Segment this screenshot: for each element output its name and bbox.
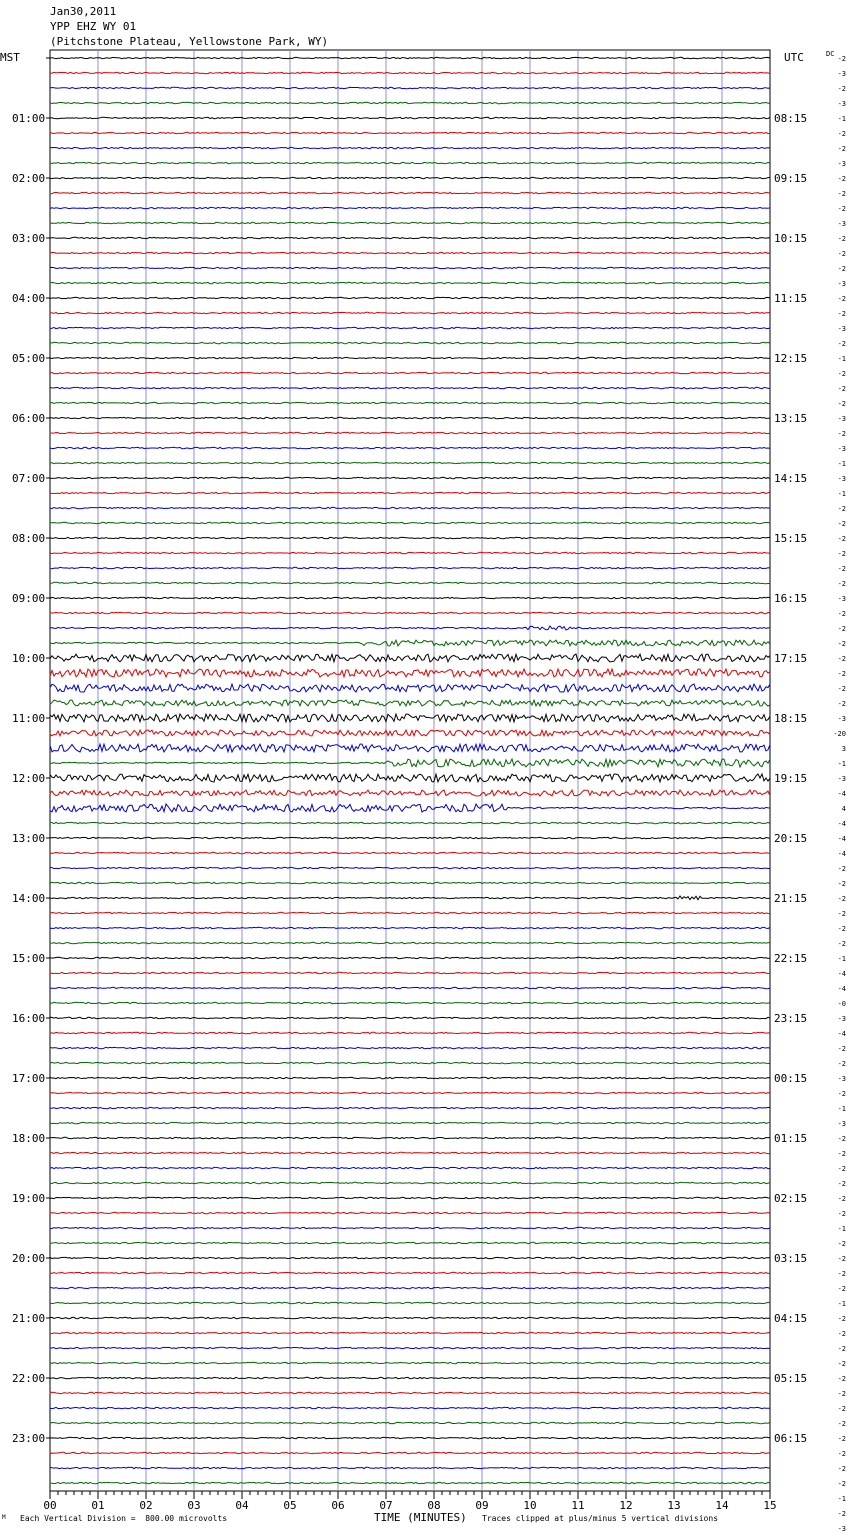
trace-row-8	[50, 177, 770, 178]
trace-row-35	[50, 582, 770, 583]
dc-offset-label: -2	[837, 1240, 846, 1248]
trace-row-67	[50, 1062, 770, 1063]
right-hour-label: 00:15	[774, 1072, 808, 1085]
trace-row-27	[50, 462, 770, 463]
dc-offset-label: -2	[837, 55, 846, 63]
x-tick-label-07: 07	[379, 1499, 393, 1512]
trace-row-55	[50, 882, 770, 883]
trace-row-77	[50, 1212, 770, 1213]
dc-offset-label: -3	[837, 445, 846, 453]
trace-row-89	[50, 1392, 770, 1393]
trace-row-12	[50, 237, 770, 238]
x-tick-label-01: 01	[91, 1499, 105, 1512]
dc-offset-label: 4	[841, 805, 846, 813]
left-hour-label: 20:00	[12, 1252, 46, 1265]
left-hour-label: 15:00	[12, 952, 46, 965]
trace-row-61	[50, 972, 770, 973]
dc-offset-label: -2	[837, 85, 846, 93]
dc-offset-label: -2	[837, 370, 846, 378]
dc-offset-label: -2	[837, 1255, 846, 1263]
dc-offset-label: -2	[837, 1060, 846, 1068]
trace-row-64	[50, 1017, 770, 1018]
right-hour-label: 11:15	[774, 292, 808, 305]
dc-offset-label: -2	[837, 520, 846, 528]
dc-offset-label: -1	[837, 955, 846, 963]
trace-row-23	[50, 402, 770, 403]
dc-offset-label: -2	[837, 265, 846, 273]
left-hour-label: 17:00	[12, 1072, 46, 1085]
right-hour-label: 08:15	[774, 112, 808, 125]
trace-row-10	[50, 207, 770, 208]
trace-row-70	[50, 1107, 770, 1108]
x-tick-label-05: 05	[283, 1499, 297, 1512]
dc-offset-label: -2	[837, 535, 846, 543]
trace-row-25	[50, 432, 770, 433]
trace-row-3	[50, 102, 770, 103]
dc-offset-label: -2	[837, 205, 846, 213]
dc-offset-label: -2	[837, 505, 846, 513]
dc-offset-label: -1	[837, 490, 846, 498]
right-hour-label: 06:15	[774, 1432, 808, 1445]
trace-row-42	[50, 684, 770, 692]
trace-row-13	[50, 252, 770, 253]
trace-row-73	[50, 1152, 770, 1153]
trace-row-7	[50, 162, 770, 163]
right-hour-label: 15:15	[774, 532, 808, 545]
trace-row-2	[50, 87, 770, 88]
dc-offset-label: -2	[837, 1405, 846, 1413]
dc-offset-label: -2	[837, 1465, 846, 1473]
trace-row-15	[50, 282, 770, 283]
dc-offset-label: -2	[837, 610, 846, 618]
x-axis	[43, 1491, 776, 1512]
right-hour-label: 13:15	[774, 412, 808, 425]
dc-label: DC	[826, 50, 835, 58]
right-zone-label: UTC	[784, 51, 804, 64]
left-hour-label: 19:00	[12, 1192, 46, 1205]
left-hour-label: 02:00	[12, 172, 46, 185]
dc-offset-label: -2	[837, 1450, 846, 1458]
trace-row-95	[50, 1482, 770, 1483]
dc-offset-label: -2	[837, 1150, 846, 1158]
dc-offset-label: -3	[837, 1015, 846, 1023]
dc-offset-label: -2	[837, 310, 846, 318]
trace-row-0	[50, 57, 770, 58]
left-hour-label: 04:00	[12, 292, 46, 305]
right-hour-label: 04:15	[774, 1312, 808, 1325]
trace-row-79	[50, 1242, 770, 1243]
x-tick-label-13: 13	[667, 1499, 681, 1512]
dc-offset-label: -2	[837, 625, 846, 633]
right-hour-label: 19:15	[774, 772, 808, 785]
dc-offset-label: -3	[837, 775, 846, 783]
footer-clip-note: Traces clipped at plus/minus 5 vertical divisions	[482, 1514, 719, 1523]
right-hour-label: 22:15	[774, 952, 808, 965]
dc-offset-label: -2	[837, 1345, 846, 1353]
trace-row-5	[50, 132, 770, 133]
dc-offset-label: -2	[837, 400, 846, 408]
dc-offset-label: -2	[837, 865, 846, 873]
trace-row-9	[50, 192, 770, 193]
left-hour-label: 03:00	[12, 232, 46, 245]
right-hour-label: 02:15	[774, 1192, 808, 1205]
dc-offset-label: -2	[837, 910, 846, 918]
trace-row-60	[50, 957, 770, 958]
trace-row-1	[50, 72, 770, 73]
trace-row-90	[50, 1407, 770, 1408]
trace-row-57	[50, 912, 770, 913]
plot-frame	[50, 50, 770, 1491]
trace-row-81	[50, 1272, 770, 1273]
dc-offset-label: -2	[837, 1360, 846, 1368]
dc-offset-label: -2	[837, 385, 846, 393]
right-hour-label: 01:15	[774, 1132, 808, 1145]
dc-offset-label: -2	[837, 1165, 846, 1173]
trace-row-59	[50, 942, 770, 943]
dc-offset-label: -2	[837, 1285, 846, 1293]
left-hour-label: 07:00	[12, 472, 46, 485]
dc-offset-label: -2	[837, 145, 846, 153]
trace-row-87	[50, 1362, 770, 1363]
trace-row-31	[50, 522, 770, 523]
dc-offset-label: -2	[837, 640, 846, 648]
trace-row-63	[50, 1002, 770, 1003]
x-tick-label-10: 10	[523, 1499, 537, 1512]
dc-offset-label: -2	[837, 685, 846, 693]
dc-offset-label: -1	[837, 355, 846, 363]
dc-offset-label: -3	[837, 415, 846, 423]
dc-offset-label: -3	[837, 475, 846, 483]
right-hour-label: 21:15	[774, 892, 808, 905]
dc-offset-label: -2	[837, 1435, 846, 1443]
header-location: (Pitchstone Plateau, Yellowstone Park, WY)	[50, 35, 329, 48]
trace-row-94	[50, 1467, 770, 1468]
footer-scale-note: Each Vertical Division = 800.00 microvolts	[20, 1514, 228, 1523]
trace-row-93	[50, 1452, 770, 1453]
dc-offset-label: -2	[837, 340, 846, 348]
dc-offset-label: -4	[837, 790, 846, 798]
dc-offset-label: -2	[837, 130, 846, 138]
dc-offset-label: -3	[837, 1525, 846, 1533]
left-hour-label: 14:00	[12, 892, 46, 905]
dc-offset-label: -2	[837, 235, 846, 243]
trace-row-18	[50, 327, 770, 328]
trace-row-37	[50, 612, 770, 613]
trace-row-46	[50, 744, 770, 752]
trace-row-34	[50, 567, 770, 568]
dc-offset-label: -2	[837, 430, 846, 438]
trace-row-80	[50, 1257, 770, 1258]
left-hour-label: 23:00	[12, 1432, 46, 1445]
right-hour-label: 20:15	[774, 832, 808, 845]
trace-row-51	[50, 822, 770, 823]
trace-row-54	[50, 867, 770, 868]
trace-row-38	[50, 626, 770, 630]
trace-row-41	[50, 669, 770, 677]
dc-offset-label: 3	[841, 745, 846, 753]
trace-row-20	[50, 357, 770, 358]
left-hour-label: 12:00	[12, 772, 46, 785]
trace-row-47	[50, 759, 770, 767]
dc-offset-label: -4	[837, 985, 846, 993]
trace-row-75	[50, 1182, 770, 1183]
header-date: Jan30,2011	[50, 5, 117, 18]
minute-grid	[50, 50, 770, 1491]
dc-offset-label: -2	[837, 1195, 846, 1203]
left-hour-label: 11:00	[12, 712, 46, 725]
x-axis-label: TIME (MINUTES)	[374, 1511, 467, 1524]
trace-row-26	[50, 447, 770, 448]
x-tick-label-09: 09	[475, 1499, 489, 1512]
right-hour-label: 14:15	[774, 472, 808, 485]
trace-row-56	[50, 896, 770, 900]
dc-offset-label: -3	[837, 325, 846, 333]
dc-offset-label: -3	[837, 100, 846, 108]
dc-offset-label: -4	[837, 820, 846, 828]
hour-labels	[12, 58, 807, 1445]
dc-offset-label: -4	[837, 1030, 846, 1038]
trace-row-22	[50, 387, 770, 388]
trace-row-6	[50, 147, 770, 148]
x-tick-label-14: 14	[715, 1499, 729, 1512]
trace-row-88	[50, 1377, 770, 1378]
right-hour-label: 18:15	[774, 712, 808, 725]
dc-offset-label: -2	[837, 1330, 846, 1338]
dc-offset-label: -2	[837, 1420, 846, 1428]
right-hour-label: 09:15	[774, 172, 808, 185]
dc-offset-label: -2	[837, 1375, 846, 1383]
trace-row-24	[50, 417, 770, 418]
trace-row-82	[50, 1287, 770, 1288]
trace-row-29	[50, 492, 770, 493]
trace-row-43	[50, 700, 770, 706]
dc-offset-label: -2	[837, 880, 846, 888]
dc-offset-label: -2	[837, 1510, 846, 1518]
dc-offset-label: -2	[837, 895, 846, 903]
trace-row-32	[50, 537, 770, 538]
dc-offset-label: -4	[837, 970, 846, 978]
trace-row-69	[50, 1092, 770, 1093]
trace-row-30	[50, 507, 770, 508]
right-hour-label: 16:15	[774, 592, 808, 605]
trace-row-19	[50, 342, 770, 343]
trace-row-45	[50, 730, 770, 736]
dc-offset-label: -3	[837, 70, 846, 78]
trace-row-91	[50, 1422, 770, 1423]
trace-row-44	[50, 714, 770, 722]
trace-row-52	[50, 837, 770, 838]
right-hour-label: 05:15	[774, 1372, 808, 1385]
dc-offset-label: -2	[837, 295, 846, 303]
dc-offset-label: -3	[837, 280, 846, 288]
trace-row-14	[50, 267, 770, 268]
dc-offset-label: -1	[837, 1495, 846, 1503]
x-tick-label-06: 06	[331, 1499, 345, 1512]
dc-offset-label: -1	[837, 1300, 846, 1308]
dc-offset-label: -4	[837, 835, 846, 843]
left-zone-label: MST	[0, 51, 20, 64]
left-hour-label: 13:00	[12, 832, 46, 845]
x-tick-label-15: 15	[763, 1499, 777, 1512]
trace-row-86	[50, 1347, 770, 1348]
dc-offset-label: -1	[837, 760, 846, 768]
trace-row-66	[50, 1047, 770, 1048]
dc-offset-label: -1	[837, 1105, 846, 1113]
trace-row-58	[50, 927, 770, 928]
left-hour-label: 05:00	[12, 352, 46, 365]
dc-offset-label: -4	[837, 850, 846, 858]
dc-offset-label: -2	[837, 565, 846, 573]
dc-offset-label: -2	[837, 1480, 846, 1488]
left-hour-label: 08:00	[12, 532, 46, 545]
trace-row-40	[50, 654, 770, 662]
trace-row-16	[50, 297, 770, 298]
left-hour-label: 01:00	[12, 112, 46, 125]
dc-offset-label: -2	[837, 925, 846, 933]
dc-offset-label: -2	[837, 1135, 846, 1143]
dc-offset-label: -2	[837, 1180, 846, 1188]
right-hour-label: 10:15	[774, 232, 808, 245]
trace-row-92	[50, 1437, 770, 1438]
dc-offset-label: -2	[837, 580, 846, 588]
dc-offset-label: -0	[837, 1000, 846, 1008]
dc-offset-label: -3	[837, 1120, 846, 1128]
left-hour-label: 16:00	[12, 1012, 46, 1025]
trace-row-74	[50, 1167, 770, 1168]
dc-offset-label: -3	[837, 715, 846, 723]
dc-offset-label: -1	[837, 460, 846, 468]
x-tick-label-02: 02	[139, 1499, 153, 1512]
left-hour-label: 10:00	[12, 652, 46, 665]
trace-rows	[50, 57, 770, 1483]
trace-row-17	[50, 312, 770, 313]
x-tick-label-00: 00	[43, 1499, 57, 1512]
dc-offset-label: -2	[837, 1090, 846, 1098]
trace-row-68	[50, 1077, 770, 1078]
trace-row-62	[50, 987, 770, 988]
left-hour-label: 21:00	[12, 1312, 46, 1325]
dc-offset-label: -2	[837, 250, 846, 258]
dc-offset-labels	[833, 55, 846, 1534]
left-hour-label: 06:00	[12, 412, 46, 425]
trace-row-84	[50, 1317, 770, 1318]
footer-mark: M	[2, 1514, 6, 1521]
x-tick-label-11: 11	[571, 1499, 585, 1512]
trace-row-85	[50, 1332, 770, 1333]
dc-offset-label: -2	[837, 175, 846, 183]
x-tick-label-03: 03	[187, 1499, 201, 1512]
dc-offset-label: -2	[837, 1270, 846, 1278]
trace-row-72	[50, 1137, 770, 1138]
trace-row-21	[50, 372, 770, 373]
left-hour-label: 18:00	[12, 1132, 46, 1145]
dc-offset-label: -2	[837, 940, 846, 948]
dc-offset-label: -2	[837, 1210, 846, 1218]
dc-offset-label: -2	[837, 700, 846, 708]
dc-offset-label: -3	[837, 220, 846, 228]
trace-row-39	[50, 640, 770, 646]
right-hour-label: 17:15	[774, 652, 808, 665]
trace-row-65	[50, 1032, 770, 1033]
dc-offset-label: -3	[837, 595, 846, 603]
trace-row-50	[50, 804, 770, 812]
right-hour-label: 23:15	[774, 1012, 808, 1025]
trace-row-33	[50, 552, 770, 553]
dc-offset-label: -2	[837, 1315, 846, 1323]
trace-row-83	[50, 1302, 770, 1303]
dc-offset-label: -1	[837, 1225, 846, 1233]
trace-row-49	[50, 790, 770, 796]
dc-offset-label: -2	[837, 1045, 846, 1053]
trace-row-78	[50, 1227, 770, 1228]
trace-row-28	[50, 477, 770, 478]
x-tick-label-04: 04	[235, 1499, 249, 1512]
left-hour-label: 22:00	[12, 1372, 46, 1385]
dc-offset-label: -2	[837, 1390, 846, 1398]
dc-offset-label: -2	[837, 190, 846, 198]
trace-row-48	[50, 774, 770, 782]
dc-offset-label: -2	[837, 670, 846, 678]
dc-offset-label: -3	[837, 1075, 846, 1083]
x-tick-label-08: 08	[427, 1499, 441, 1512]
trace-row-11	[50, 222, 770, 223]
dc-offset-label: -1	[837, 115, 846, 123]
trace-row-4	[50, 117, 770, 118]
trace-row-76	[50, 1197, 770, 1198]
dc-offset-label: -20	[833, 730, 846, 738]
trace-row-36	[50, 597, 770, 598]
dc-offset-label: -3	[837, 160, 846, 168]
right-hour-label: 03:15	[774, 1252, 808, 1265]
dc-offset-label: -2	[837, 550, 846, 558]
left-hour-label: 09:00	[12, 592, 46, 605]
right-hour-label: 12:15	[774, 352, 808, 365]
trace-row-53	[50, 852, 770, 853]
x-tick-label-12: 12	[619, 1499, 633, 1512]
dc-offset-label: -2	[837, 655, 846, 663]
trace-row-71	[50, 1122, 770, 1123]
header-station: YPP EHZ WY 01	[50, 20, 137, 33]
